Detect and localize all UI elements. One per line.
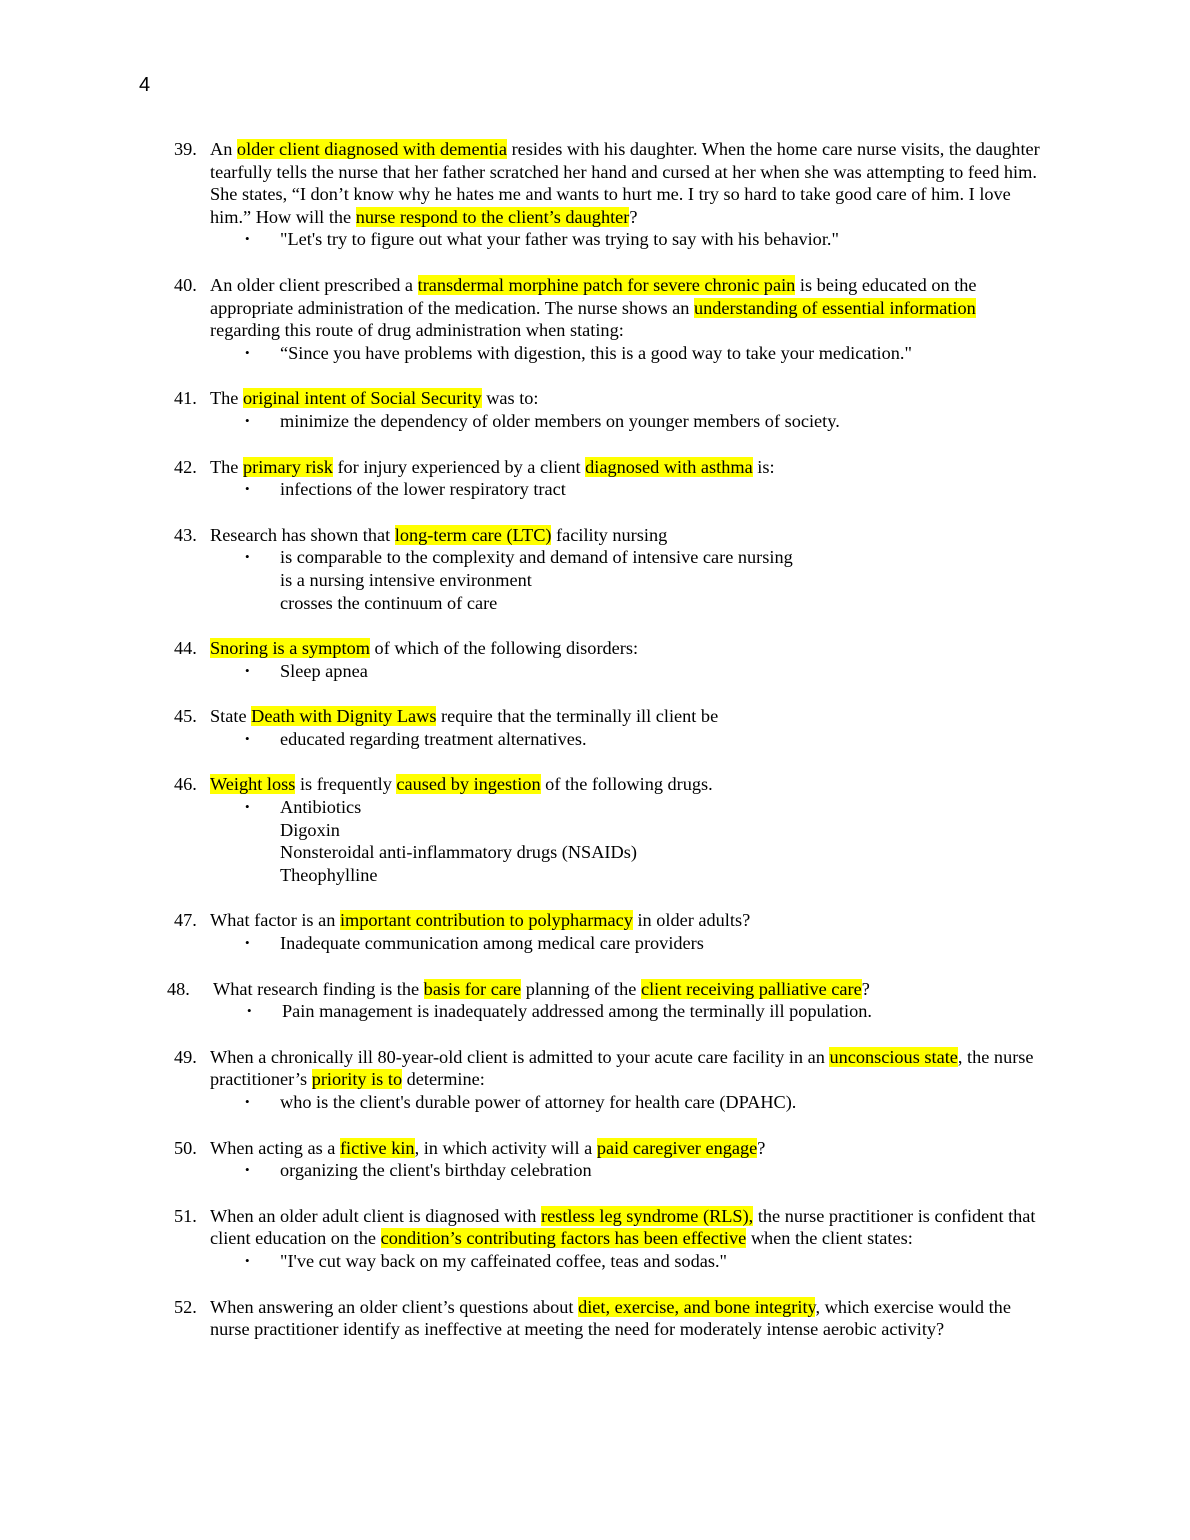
question-item	[0, 978, 1190, 1023]
stem-text: regarding this route of drug administration when stating:	[210, 320, 624, 341]
question-item	[0, 138, 1190, 251]
question-stem	[210, 456, 1045, 479]
highlighted-text: unconscious state	[829, 1046, 958, 1067]
highlighted-text: Weight loss	[210, 774, 296, 795]
stem-text: require that the terminally ill client be	[436, 706, 719, 727]
bullet-icon: •	[245, 935, 250, 951]
answer-text: Inadequate communication among medical care providers	[280, 933, 704, 954]
answer-text: "I've cut way back on my caffeinated coffee, teas and sodas."	[280, 1250, 727, 1271]
stem-text: planning of the	[521, 978, 641, 999]
question-item	[0, 1205, 1190, 1273]
answer-text: "Let's try to figure out what your father was trying to say with his behavior."	[280, 229, 839, 250]
bullet-icon: •	[245, 1252, 250, 1268]
answer-item	[210, 932, 1045, 955]
question-number: 52.	[174, 1296, 197, 1317]
question-stem	[210, 1205, 1045, 1250]
stem-text: Research has shown that	[210, 524, 395, 545]
highlighted-text: original intent of Social Security	[243, 388, 482, 409]
answer-item	[210, 342, 1045, 365]
question-stem	[210, 909, 1045, 932]
answer-item	[210, 1250, 1045, 1273]
question-stem	[213, 978, 1045, 1001]
answer-list	[210, 1091, 1045, 1114]
answer-list	[213, 1000, 1045, 1023]
question-number: 49.	[174, 1046, 197, 1067]
stem-text: The	[210, 456, 243, 477]
stem-text: is frequently	[295, 774, 397, 795]
bullet-icon: •	[245, 730, 250, 746]
stem-text: An older client prescribed a	[210, 274, 418, 295]
bullet-icon: •	[245, 662, 250, 678]
question-item	[0, 637, 1190, 682]
question-stem	[210, 637, 1045, 660]
answer-text: “Since you have problems with digestion, this is a good way to take your medication."	[280, 342, 912, 363]
question-item	[0, 456, 1190, 501]
stem-text: of the following drugs.	[540, 774, 713, 795]
question-stem	[210, 1046, 1045, 1091]
answer-list	[210, 228, 1045, 251]
page-number: 4	[139, 74, 151, 96]
stem-text: ?	[757, 1137, 766, 1158]
answer-text: Nonsteroidal anti-inflammatory drugs (NSAIDs)	[280, 842, 637, 863]
stem-text: the nurse practitioner is confident that client education on the	[210, 1205, 1036, 1249]
highlighted-text: caused by ingestion	[396, 774, 541, 795]
answer-item	[210, 841, 1045, 864]
answer-text: is a nursing intensive environment	[280, 569, 532, 590]
answer-text: organizing the client's birthday celebration	[280, 1160, 592, 1181]
question-item	[0, 1296, 1190, 1341]
stem-text: When a chronically ill 80-year-old client is admitted to your acute care facility in an	[210, 1046, 830, 1067]
question-item	[0, 387, 1190, 432]
answer-text: Sleep apnea	[280, 660, 368, 681]
answer-item	[210, 478, 1045, 501]
question-stem	[210, 138, 1045, 228]
stem-text: for injury experienced by a client	[332, 456, 586, 477]
question-number: 44.	[174, 638, 197, 659]
stem-text: What research finding is the	[213, 978, 424, 999]
highlighted-text: fictive kin	[339, 1137, 415, 1158]
answer-text: Antibiotics	[280, 797, 362, 818]
stem-text: , in which activity will a	[414, 1137, 597, 1158]
highlighted-text: long-term care (LTC)	[394, 524, 552, 545]
question-number: 42.	[174, 456, 197, 477]
highlighted-text: paid caregiver engage	[596, 1137, 758, 1158]
question-number: 48.	[167, 978, 190, 999]
stem-text: ?	[629, 206, 638, 227]
highlighted-text: diagnosed with asthma	[585, 456, 753, 477]
stem-text: The	[210, 388, 243, 409]
question-item	[0, 705, 1190, 750]
highlighted-text: diet, exercise, and bone integrity	[578, 1296, 816, 1317]
answer-item	[210, 1091, 1045, 1114]
bullet-icon: •	[247, 1003, 252, 1019]
answer-item	[210, 819, 1045, 842]
answer-text: minimize the dependency of older members on younger members of society.	[280, 410, 840, 431]
answer-item	[210, 546, 1045, 569]
stem-text: When acting as a	[210, 1137, 340, 1158]
answer-list	[210, 342, 1045, 365]
answer-list	[210, 932, 1045, 955]
highlighted-text: understanding of essential information	[694, 297, 976, 318]
answer-item	[210, 569, 1045, 592]
bullet-icon: •	[245, 344, 250, 360]
stem-text: when the client states:	[746, 1228, 913, 1249]
question-stem	[210, 274, 1045, 342]
answer-item	[213, 1000, 1045, 1023]
question-item	[0, 773, 1190, 886]
question-number: 46.	[174, 774, 197, 795]
stem-text: When an older adult client is diagnosed with	[210, 1205, 542, 1226]
answer-list	[210, 1159, 1045, 1182]
answer-item	[210, 864, 1045, 887]
stem-text: , which exercise would the nurse practitioner identify as ineffective at meeting the need for moderately intense aerobic activity?	[210, 1296, 1011, 1340]
highlighted-text: transdermal morphine patch for severe chronic pain	[417, 274, 796, 295]
answer-list	[210, 546, 1045, 614]
stem-text: determine:	[402, 1069, 485, 1090]
answer-list	[210, 660, 1045, 683]
answer-text: Pain management is inadequately addressed among the terminally ill population.	[282, 1001, 872, 1022]
question-item	[0, 909, 1190, 954]
stem-text: ?	[861, 978, 870, 999]
answer-item	[210, 728, 1045, 751]
question-stem	[210, 705, 1045, 728]
question-item	[0, 524, 1190, 614]
question-stem	[210, 387, 1045, 410]
stem-text: When answering an older client’s questions about	[210, 1296, 579, 1317]
answer-list	[210, 410, 1045, 433]
answer-list	[210, 1250, 1045, 1273]
answer-text: crosses the continuum of care	[280, 592, 498, 613]
highlighted-text: basis for care	[423, 978, 522, 999]
question-number: 40.	[174, 274, 197, 295]
question-number: 51.	[174, 1205, 197, 1226]
answer-text: educated regarding treatment alternatives.	[280, 728, 587, 749]
question-stem	[210, 1137, 1045, 1160]
answer-item	[210, 660, 1045, 683]
stem-text: An	[210, 139, 237, 159]
stem-text: is being educated on the appropriate administration of the medication. The nurse shows an	[210, 274, 977, 318]
answer-item	[210, 228, 1045, 251]
answer-list	[210, 796, 1045, 886]
bullet-icon: •	[245, 1094, 250, 1109]
answer-item	[210, 796, 1045, 819]
question-number: 50.	[174, 1137, 197, 1158]
highlighted-text: important contribution to polypharmacy	[339, 910, 633, 931]
highlighted-text: client receiving palliative care	[640, 978, 862, 999]
bullet-icon: •	[245, 549, 250, 565]
answer-text: Digoxin	[280, 819, 340, 840]
highlighted-text: nurse respond to the client’s daughter	[355, 206, 630, 227]
bullet-icon: •	[245, 231, 250, 247]
highlighted-text: primary risk	[243, 456, 333, 477]
highlighted-text: priority is to	[311, 1069, 403, 1090]
question-item	[0, 1046, 1190, 1114]
question-stem	[210, 1296, 1045, 1341]
stem-text: was to:	[481, 388, 539, 409]
answer-list	[210, 478, 1045, 501]
stem-text: What factor is an	[210, 910, 340, 931]
question-number: 41.	[174, 388, 197, 409]
stem-text: facility nursing	[551, 524, 668, 545]
stem-text: of which of the following disorders:	[369, 638, 639, 659]
answer-text: infections of the lower respiratory tract	[280, 479, 566, 500]
question-number: 45.	[174, 706, 197, 727]
highlighted-text: restless leg syndrome (RLS),	[541, 1205, 754, 1226]
stem-text: is:	[752, 456, 775, 477]
answer-text: who is the client's durable power of attorney for health care (DPAHC).	[280, 1092, 797, 1112]
question-number: 43.	[174, 524, 197, 545]
bullet-icon: •	[245, 412, 250, 428]
question-number: 39.	[174, 139, 197, 159]
answer-list	[210, 728, 1045, 751]
question-stem	[210, 773, 1045, 796]
highlighted-text: older client diagnosed with dementia	[236, 139, 507, 159]
highlighted-text: Death with Dignity Laws	[251, 706, 437, 727]
question-number: 47.	[174, 910, 197, 931]
stem-text: , the nurse practitioner’s	[210, 1046, 1034, 1090]
answer-item	[210, 410, 1045, 433]
question-item	[0, 1137, 1190, 1182]
bullet-icon: •	[245, 799, 250, 815]
bullet-icon: •	[245, 1162, 250, 1178]
highlighted-text: Snoring is a symptom	[210, 638, 370, 659]
question-stem	[210, 524, 1045, 547]
question-list	[0, 138, 1190, 1364]
answer-item	[210, 1159, 1045, 1182]
question-item	[0, 274, 1190, 364]
stem-text: State	[210, 706, 252, 727]
highlighted-text: condition’s contributing factors has been effective	[380, 1228, 747, 1249]
answer-item	[210, 592, 1045, 615]
stem-text: in older adults?	[632, 910, 751, 931]
answer-text: Theophylline	[280, 864, 378, 885]
stem-text: resides with his daughter. When the home care nurse visits, the daughter tearfully tells the nurse that her father scratched her hand and cursed at her when she was attempting to feed him. She states, “I don’t know why he hates me and wants to hurt me. I try so hard to take good care of him. I love him.” How will the	[210, 139, 1040, 227]
bullet-icon: •	[245, 481, 250, 497]
answer-text: is comparable to the complexity and demand of intensive care nursing	[280, 547, 793, 568]
